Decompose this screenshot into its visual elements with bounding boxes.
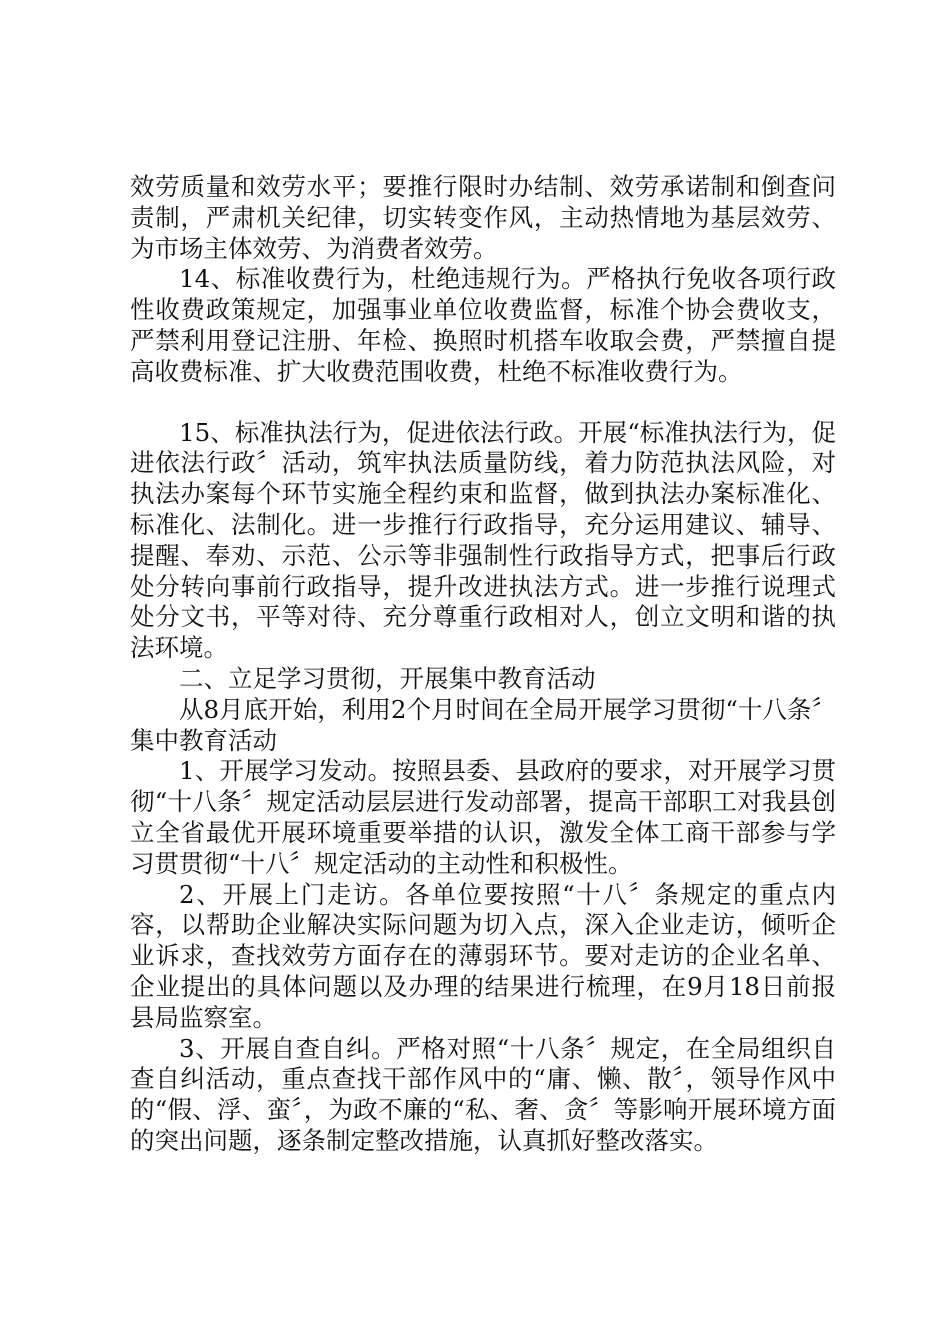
paragraph-item-3: 3、开展自查自纠。严格对照“十八条〞规定，在全局组织自查自纠活动，重点查找干部作风中的“庸、懒、散〞，领导作风中的“假、浮、蛮〞，为政不廉的“私、奢、贪〞等影响开展环境方面的突出问题，逐条制定整改措施，认真抓好整改落实。 (130, 1033, 836, 1155)
document-page (130, 172, 836, 1157)
paragraph-item-2: 2、开展上门走访。各单位要按照“十八〞条规定的重点内容，以帮助企业解决实际问题为切入点，深入企业走访，倾听企业诉求，查找效劳方面存在的薄弱环节。要对走访的企业名单、企业提出的具体问题以及办理的结果进行梳理，在9月18日前报县局监察室。 (130, 879, 836, 1032)
paragraph-intro: 从8月底开始，利用2个月时间在全局开展学习贯彻“十八条〞集中教育活动 (130, 694, 836, 755)
paragraph-item-15: 15、标准执法行为，促进依法行政。开展“标准执法行为，促进依法行政〞活动，筑牢执法质量防线，着力防范执法风险，对执法办案每个环节实施全程约束和监督，做到执法办案标准化、标准化、法制化。进一步推行行政指导，充分运用建议、辅导、提醒、奉劝、示范、公示等非强制性行政指导方式，把事后行政处分转向事前行政指导，提升改进执法方式。进一步推行说理式处分文书，平等对待、充分尊重行政相对人，创立文明和谐的执法环境。 (130, 417, 836, 663)
section-heading-2: 二、立足学习贯彻，开展集中教育活动 (179, 663, 596, 693)
paragraph-item-1: 1、开展学习发动。按照县委、县政府的要求，对开展学习贯彻“十八条〞规定活动层层进行发动部署，提高干部职工对我县创立全省最优开展环境重要举措的认识，激发全体工商干部参与学习贯贯彻“十八〞规定活动的主动性和积极性。 (130, 756, 836, 878)
paragraph-continuation: 效劳质量和效劳水平；要推行限时办结制、效劳承诺制和倒查问责制，严肃机关纪律，切实转变作风，主动热情地为基层效劳、为市场主体效劳、为消费者效劳。 (130, 172, 836, 263)
paragraph-item-14: 14、标准收费行为，杜绝违规行为。严格执行免收各项行政性收费政策规定，加强事业单位收费监督，标准个协会费收支，严禁利用登记注册、年检、换照时机搭车收取会费，严禁擅自提高收费标准、扩大收费范围收费，杜绝不标准收费行为。 (130, 264, 836, 386)
paragraph-spacer (130, 388, 836, 418)
